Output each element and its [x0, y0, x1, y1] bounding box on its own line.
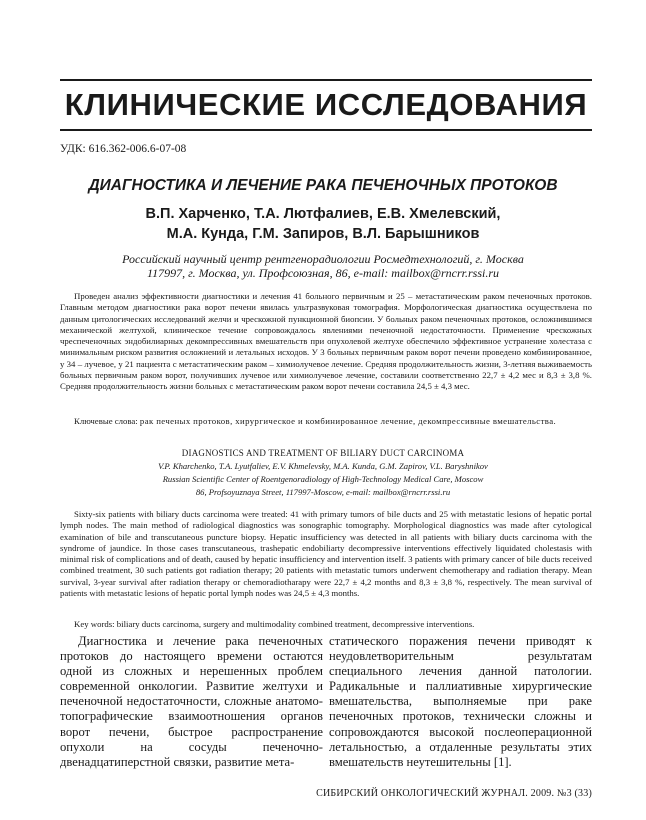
english-title: DIAGNOSTICS AND TREATMENT OF BILIARY DUCT CARCINOMA [181, 448, 465, 458]
header-rule-bottom [60, 129, 592, 131]
english-affiliation-line-2: 86, Profsoyuznaya Street, 117997-Moscow, e-mail: mailbox@rncrr.rssi.ru [195, 487, 451, 497]
article-title: ДИАГНОСТИКА И ЛЕЧЕНИЕ РАКА ПЕЧЕНОЧНЫХ ПРОТОКОВ [88, 177, 558, 194]
keywords-english-text: biliary ducts carcinoma, surgery and multimodality combined treatment, decompressive interventions. [116, 619, 475, 629]
udc-code: УДК: 616.362-006.6-07-08 [60, 143, 187, 155]
affiliation-line-1: Российский научный центр рентгенорадиологии Росмедтехнологий, г. Москва [122, 252, 524, 266]
authors-line-1: В.П. Харченко, Т.А. Лютфалиев, Е.В. Хмелевский, [145, 206, 501, 222]
english-affiliation-line-1: Russian Scientific Center of Roentgenoradiology of High-Technology Medical Care, Moscow [162, 474, 484, 484]
body-column-left: Диагностика и лечение рака печеночных протоков до настоящего времени остаются одной из сложных и нерешенных проблем современной онкологии. Развитие желтухи и печеночной недостаточности, сложные анатомо-топографические взаимоотношения органов ворот печени, быстрое распространение опухоли на сосуды печеночно-двенадцатиперстной связки, развитие мета- [60, 634, 323, 769]
authors-line-2: М.А. Кунда, Г.М. Запиров, В.Л. Барышников [166, 226, 480, 242]
abstract-russian: Проведен анализ эффективности диагностики и лечения 41 больного первичным и 25 – метастатическим раком печеночных протоков. Главным методом диагностики рака ворот печени явилась ультразвуковая томография. Морфологическая диагностика осуществлена по данным цитологических исследований желчи и чрескожной пункционной биопсии. У больных раком печеночных протоков, осложнившимся механической желтухой, клиническое течение сопровождалось явлениями печеночной недостаточности. Применение чрескожных чреспеченочных эндобилиарных декомпрессивных вмешательств при опухолевой желтухе обеспечило эффективное устранение холестаза с минимальным риском развития осложнений и летальных исходов. У 3 больных первичным раком ворот печени проведено комбинированное, у 34 – лучевое, у 21 пациента с метастатическим раком – химиолучевое лечение. Средняя продолжительность жизни, 3-летняя выживаемость больных первичным раком ворот, получивших лучевое или химиолучевое лечение, составили соответственно 22,7 ± 4,2 мес и 8,3 ± 3,8 %. Средняя продолжительность жизни больных с метастатическим раком ворот печени составила 24,5 ± 4,3 мес. [60, 291, 592, 392]
english-authors: V.P. Kharchenko, T.A. Lyutfaliev, E.V. Khmelevsky, M.A. Kunda, G.M. Zapirov, V.L. Baryshnikov [158, 461, 488, 471]
keywords-english [60, 619, 592, 630]
keywords-russian [60, 416, 592, 427]
keywords-russian-label: Ключевые слова: [74, 416, 138, 426]
journal-footer: СИБИРСКИЙ ОНКОЛОГИЧЕСКИЙ ЖУРНАЛ. 2009. №3 (33) [316, 788, 592, 799]
keywords-english-label: Key words: [74, 619, 115, 629]
section-header: КЛИНИЧЕСКИЕ ИССЛЕДОВАНИЯ [64, 87, 588, 122]
affiliation-line-2: 117997, г. Москва, ул. Профсоюзная, 86, e-mail: mailbox@rncrr.rssi.ru [146, 266, 500, 280]
header-rule-top [60, 79, 592, 81]
body-column-right: статического поражения печени приводят к неудовлетворительным результатам специального лечения данной патологии. Радикальные и паллиативные хирургические вмешательства, выполняемые при раке печеночных протоков, технически сложны и сопровождаются высокой послеоперационной летальностью, а отдаленные результаты этих вмешательств неутешительны [1]. [329, 634, 592, 769]
abstract-english: Sixty-six patients with biliary ducts carcinoma were treated: 41 with primary tumors of bile ducts and 25 with metastatic lesions of hepatic portal lymph nodes. The main method of radiological diagnostics was sonographic tomography. Morphological diagnostics was made after cytological examination of bile and transcutaneous puncture biopsy. Hepatic insufficiency was detected in all patients with biliary ducts carcinoma with the syndrome of jaundice. In those cases transcutaneous, trashepatic endobiliarty decompressive interventions effectively liquidated cholestasis with minimal risk of complications and of death, caused by hepatic insufficiency and intervention itself. 3 patients with primary cancer of bile ducts received combined treatment, 30 such patients got radiation therapy; 20 patients with metastatic tumors underwent chemotherapy and radiation therapy. Mean survival, 3-year survival after radiation therapy or chemoradiotharapy were 22,7 ± 4,2 months and 8,3 ± 3,8 %, respectively. The mean survival of patients with metastatic lesions of hepatic portal lymph nodes was 24,5 ± 4,3 months. [60, 509, 592, 599]
keywords-russian-text: рак печеных протоков, хирургическое и комбинированное лечение, декомпрессивные вмешательства. [139, 416, 557, 426]
